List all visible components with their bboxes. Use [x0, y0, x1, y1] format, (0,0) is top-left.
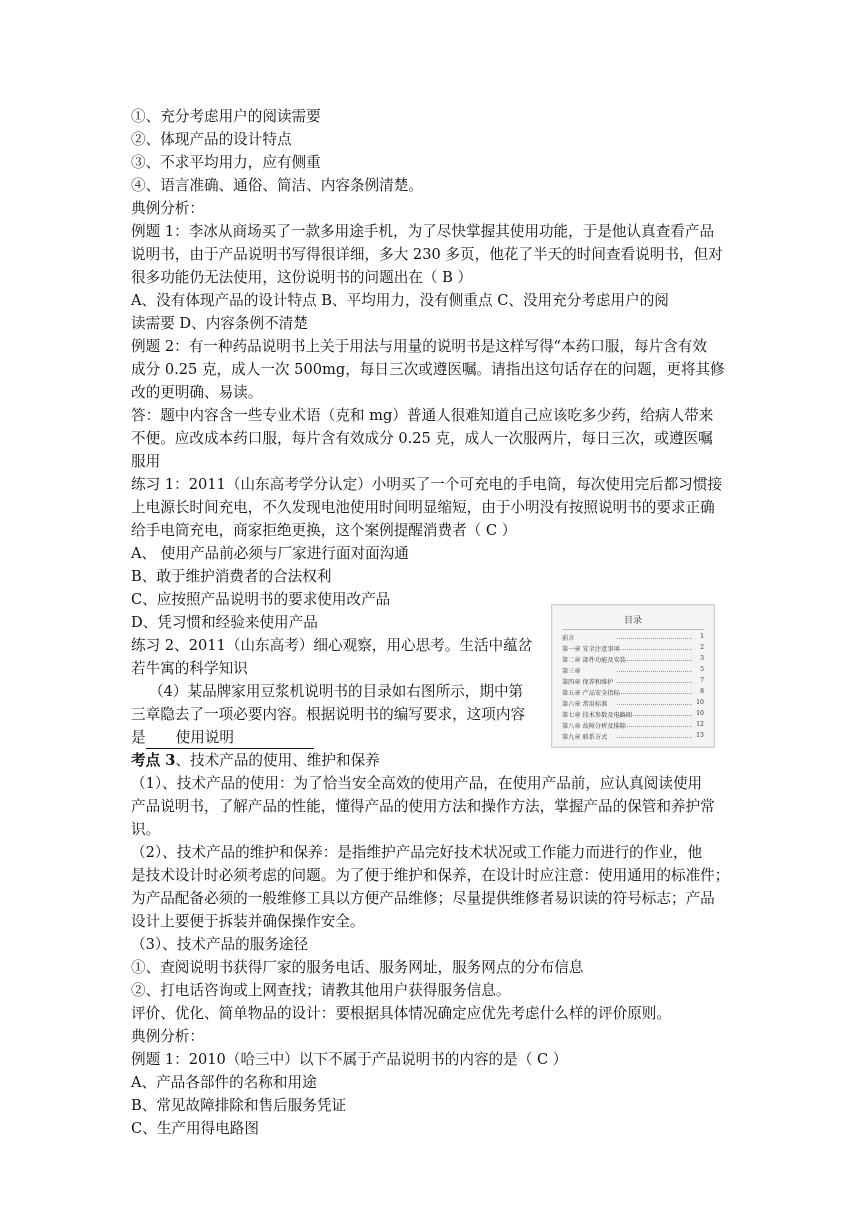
toc-row-label: 第九章 联系方式 — [562, 734, 608, 741]
answer-line — [131, 728, 314, 749]
toc-row-page: 10 — [696, 699, 704, 706]
toc-row-page: 1 — [700, 633, 704, 640]
text-line: A、产品各部件的名称和用途 — [131, 1074, 317, 1091]
text-line: B、敢于维护消费者的合法权利 — [131, 568, 332, 585]
toc-row-leader — [617, 704, 692, 705]
toc-row — [562, 655, 704, 665]
answer-blank: 使用说明 — [146, 728, 314, 749]
toc-row — [562, 688, 704, 698]
text-line: 上电源长时间充电，不久发现电池使用时间明显缩短，由于小明没有按照说明书的要求正确 — [131, 499, 715, 516]
toc-row-page: 2 — [700, 644, 704, 651]
text-line: 产品说明书，了解产品的性能，懂得产品的使用方法和操作方法，掌握产品的保管和养护常 — [131, 798, 715, 815]
text-line: （1）、技术产品的使用：为了恰当安全高效的使用产品，在使用产品前，应认真阅读使用 — [131, 775, 703, 792]
toc-row-page: 13 — [696, 732, 704, 739]
toc-row-leader — [617, 649, 692, 650]
text-line: 为产品配备必须的一般维修工具以方便产品维修；尽量提供维修者易识读的符号标志；产品 — [131, 890, 715, 907]
text-line: 读需要 D、内容条例不清楚 — [131, 315, 308, 332]
toc-row-leader — [617, 693, 692, 694]
toc-row-page: 7 — [700, 677, 704, 684]
toc-row — [562, 710, 704, 720]
text-line: 练习 2、2011（山东高考）细心观察，用心思考。生活中蕴岔 — [131, 637, 533, 654]
toc-row-page: 5 — [700, 666, 704, 673]
text-line: ①、查阅说明书获得厂家的服务电话、服务网址，服务网点的分布信息 — [131, 959, 584, 976]
toc-row — [562, 732, 704, 742]
text-line: 例题 1：李冰从商场买了一款多用途手机，为了尽快掌握其使用功能，于是他认真查看产品 — [131, 223, 715, 240]
toc-row — [562, 644, 704, 654]
toc-row-page: 12 — [696, 721, 704, 728]
text-line: C、生产用得电路图 — [131, 1120, 259, 1137]
toc-row-leader — [617, 682, 692, 683]
toc-row-page: 10 — [696, 710, 704, 717]
toc-row-label: 第六章 常用标准 — [562, 701, 608, 708]
section-heading: 典例分析： — [131, 1028, 204, 1045]
toc-row-leader — [617, 660, 692, 661]
text-line: 若牛寓的科学知识 — [131, 660, 248, 677]
text-line: 说明书，由于产品说明书写得很详细，多大 230 多页，他花了半天的时间查看说明书，但对 — [131, 246, 723, 263]
text-line: B、常见故障排除和售后服务凭证 — [131, 1097, 347, 1114]
text-line: ②、打电话咨询或上网查找；请教其他用户获得服务信息。 — [131, 982, 511, 999]
text-line: A、 使用产品前必须与厂家进行面对面沟通 — [131, 545, 409, 562]
toc-row-leader — [617, 726, 692, 727]
toc-row-leader — [617, 671, 692, 672]
text-line: 例题 2：有一种药品说明书上关于用法与用量的说明书是这样写得“本药口服，每片含有效 — [131, 338, 707, 355]
toc-row-label: 第七章 技术参数及电路图 — [562, 712, 633, 719]
toc-row — [562, 666, 704, 676]
section-heading: 典例分析： — [131, 200, 204, 217]
text-line: ④、语言准确、通俗、简洁、内容条例清楚。 — [131, 177, 423, 194]
text-line: 成分 0.25 克，成人一次 500mg，每日三次或遵医嘱。请指出这句话存在的问题，更将其修 — [131, 361, 725, 378]
toc-divider — [562, 629, 704, 630]
text-line: 练习 1：2011（山东高考学分认定）小明买了一个可充电的手电筒，每次使用完后都习惯接 — [131, 476, 723, 493]
text-line: 服用 — [131, 453, 161, 470]
text-line: 不便。应改成本药口服，每片含有效成分 0.25 克，成人一次服两片，每日三次，或遵医嘱 — [131, 430, 713, 447]
text-line: 改的更明确、易读。 — [131, 384, 263, 401]
toc-image — [551, 604, 715, 748]
text-line: D、凭习惯和经验来使用产品 — [131, 614, 318, 631]
text-line: 三章隐去了一项必要内容。根据说明书的编写要求，这项内容 — [131, 706, 526, 723]
text-line: 设计上要便于拆装并确保操作安全。 — [131, 913, 365, 930]
toc-row-label: 第五章 产品安全指标 — [562, 690, 620, 697]
answer-prefix: 是 — [131, 729, 146, 746]
text-line: C、应按照产品说明书的要求使用改产品 — [131, 591, 391, 608]
toc-row-label: 第八章 故障分析及排除 — [562, 723, 626, 730]
toc-row — [562, 721, 704, 731]
toc-row-page: 8 — [700, 688, 704, 695]
toc-row-label: 第二章 部件功能及安装 — [562, 657, 626, 664]
kaodian-label: 考点 3 — [131, 752, 176, 769]
text-line: ③、不求平均用力，应有侧重 — [131, 154, 321, 171]
text-line: 答：题中内容含一些专业术语（克和 mg）普通人很难知道自己应该吃多少药，给病人带来 — [131, 407, 714, 424]
kaodian-title: 、技术产品的使用、维护和保养 — [175, 752, 380, 769]
toc-row-label: 第一章 安全注意事项 — [562, 646, 620, 653]
toc-row-label: 第四章 保养和维护 — [562, 679, 614, 686]
text-line: （2）、技术产品的维护和保养：是指维护产品完好技术状况或工作能力而进行的作业，他 — [131, 844, 703, 861]
text-line: （4）某品牌家用豆浆机说明书的目录如右图所示，期中第 — [149, 683, 524, 700]
toc-row-page: 3 — [700, 655, 704, 662]
toc-row-leader — [617, 638, 692, 639]
kaodian-heading — [131, 751, 380, 771]
text-line: ②、体现产品的设计特点 — [131, 131, 292, 148]
text-line: 识。 — [131, 821, 161, 838]
toc-row-label: 前言 — [562, 635, 575, 642]
toc-row-leader — [617, 715, 692, 716]
toc-row-leader — [617, 737, 692, 738]
toc-title: 目录 — [623, 616, 642, 626]
text-line: 很多功能仍无法使用，这份说明书的问题出在（ B ） — [131, 269, 473, 286]
text-line: ①、充分考虑用户的阅读需要 — [131, 108, 321, 125]
text-line: 评价、优化、简单物品的设计：要根据具体情况确定应优先考虑什么样的评价原则。 — [131, 1005, 671, 1022]
text-line: A、没有体现产品的设计特点 B、平均用力，没有侧重点 C、没用充分考虑用户的阅 — [131, 292, 669, 309]
toc-row — [562, 633, 704, 643]
toc-row-label: 第三章 — [562, 668, 581, 675]
text-line: 例题 1：2010（哈三中）以下不属于产品说明书的内容的是（ C ） — [131, 1051, 568, 1068]
text-line: （3）、技术产品的服务途径 — [131, 936, 309, 953]
text-line: 给手电筒充电，商家拒绝更换，这个案例提醒消费者（ C ） — [131, 522, 517, 539]
toc-row — [562, 699, 704, 709]
text-line: 是技术设计时必须考虑的问题。为了便于维护和保养，在设计时应注意：使用通用的标准件； — [131, 867, 730, 884]
toc-row — [562, 677, 704, 687]
